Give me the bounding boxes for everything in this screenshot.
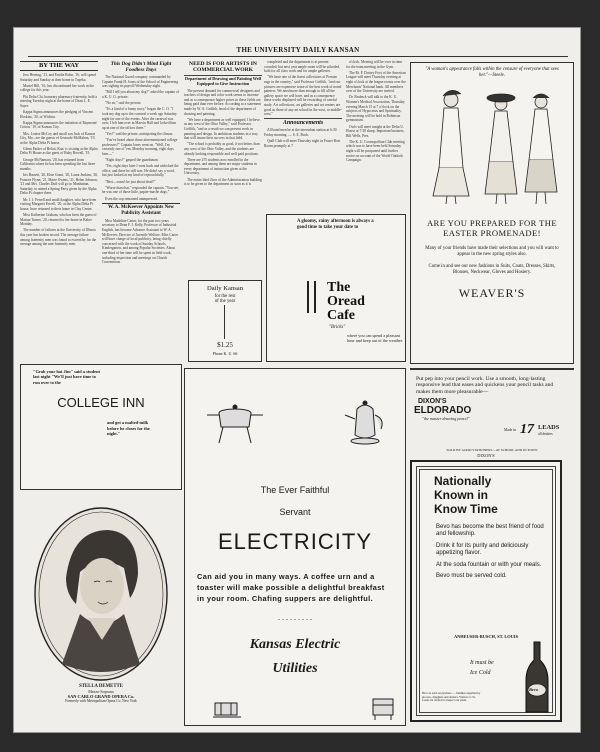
electricity-company-2: Utilities: [272, 661, 318, 676]
college-inn-name: COLLEGE INN: [57, 395, 145, 411]
paragraph: Mrs. Louise McCoy and small son Jack of Kansas City, Mo., are the guests of Gertrude McMahon, '19, at the Alpha Delta Pi house.: [20, 131, 96, 145]
paragraph: The K. U. Cosmopolitan Club meeting which was to have been held Saturday night will be postponed until further notice on account of the World Outlook Campaign.: [346, 139, 405, 163]
dixon-eldorado-ad: [410, 368, 574, 454]
bevo-ad: [410, 453, 562, 722]
announcements-heading: Announcements: [264, 118, 342, 126]
paragraph: The Rt. F. Dotsey Foot of the American League will meet Thursday evening at eight o'clock at the league rooms over the Merchants' National bank. All members over of the University are invited.: [346, 70, 406, 94]
weavers-ad: [410, 62, 574, 364]
bevo-copy: [436, 524, 546, 580]
dixon-sold: SOLD BY GOOD STATIONERS—AT SCHOOL AND IN TOWN: [446, 448, 538, 452]
oread-name: [327, 281, 365, 323]
dixon-made-in: Made in: [504, 428, 516, 432]
paragraph: Glenn Parker of Beloit, Kan. is visiting at the Alpha Delta Pi House as the guest of Ruby Rowell, '19.: [20, 146, 98, 156]
bevo-p4: Bevo must be served cold.: [436, 573, 507, 580]
bevo-headline: [434, 474, 498, 516]
daily-kansan-title: Daily Kansan: [206, 285, 244, 292]
electricity-line-2: Servant: [279, 507, 311, 517]
by-the-way-column: [20, 60, 98, 360]
artists-heading: NEED IS FOR ARTISTS IN COMMERCIAL WORK: [189, 61, 257, 73]
dixon-leads: LEADS: [538, 424, 560, 431]
paragraph: There are 275 students now enrolled in the department, and among them are major students in every department of instruction given at the University.: [184, 157, 257, 176]
paragraph: Kappa Sigma announces the pledging of Vincent Hoskins, '20, of Wichita.: [20, 109, 94, 119]
paragraph: Dr. Brubeck will talk to the K. U. Women's Medical Association, Thursday evening March 15 at 7 o'clock on the subjects of Hypocrisis and Spirituality. The meeting will be held in Robinson gymnasium.: [346, 95, 405, 123]
bevo-p3: At the soda fountain or with your meals.: [436, 561, 542, 568]
oread-cafe-ad: [266, 214, 406, 362]
by-the-way-heading: BY THE WAY: [20, 61, 98, 71]
bevo-label: Bevo: [529, 687, 539, 692]
stella-name: STELLA DEMETTE: [79, 684, 123, 689]
paragraph: Even the cop remained unimpressed.: [105, 196, 158, 201]
dog-story-column: [102, 60, 180, 360]
paragraph: "No sir," said the private.: [105, 101, 142, 106]
artists-subheading: Department of Drawing and Painting Well Equipped to Give Instruction: [185, 76, 261, 86]
dog-story-heading: This Dog Didn't Mind Eight Foodless Days: [110, 61, 172, 73]
notices-column: [346, 60, 406, 210]
chafing-dish-icon: [205, 399, 265, 447]
paragraph: Miss Katherine Graham, who has been the guest of Marian Turner, '20, returned to her home in Baker Monday.: [20, 212, 97, 227]
electricity-headline: ELECTRICITY: [217, 529, 373, 554]
electricity-ad: [184, 368, 406, 726]
weavers-quote: "A woman's appearance falls within the censure of everyone that sees her."—Steele.: [425, 67, 559, 78]
dixon-brand-line-1: DIXON'S: [418, 398, 447, 406]
dixon-slogan: "the master drawing pencil": [422, 416, 470, 422]
paragraph: The entire third floor of the Administration building is to be given to the department as soon as it is: [184, 177, 262, 187]
bevo-serve-2: Ice Cold: [470, 670, 491, 676]
daily-kansan-price: $1.25: [217, 341, 233, 349]
paragraph: The National Guard company commanded by Captain Frank H. Jones of the School of Engineering was sighing its payroll Wednesday night.: [102, 75, 179, 89]
stella-formerly: Formerly with Metropolitan Opera Co. New York: [65, 699, 137, 703]
oread-divider: [307, 281, 316, 313]
electricity-line-1: The Ever Faithful: [260, 485, 330, 495]
paragraph: "We have a department as well equipped, I believe, as any west of the Ohio Valley," said Professor Griffith, "and as a result we can present work in painting and design. In ambitious students in a way that will insure their success in that field.: [184, 117, 261, 141]
announcement: Quill Club will meet Thursday night in Fraser Rest Room promptly at 7: [264, 139, 341, 148]
paragraph: Owls will meet tonight at the Delta U. House at 7:30 sharp. Important business. Bill Wells, Pres.: [346, 124, 405, 138]
daily-kansan-line-2: of the year: [214, 299, 236, 304]
oread-footer: where you can spend a pleasant hour and keep out of the weather.: [347, 333, 403, 343]
bottle-icon: [524, 640, 550, 716]
dixon-brand-line-2: ELDORADO: [414, 405, 472, 417]
daily-kansan-line-1: for the rest: [214, 294, 236, 299]
paragraph: "Worse than that," responded the captain. "You see, he was one of those little, papier-mache dogs.": [102, 185, 180, 195]
newspaper-page: [14, 28, 580, 732]
daily-kansan-ad: [188, 280, 262, 362]
paragraph: completed and the department is at present crowded; but next year ample room will be afforded, both for all class work and for ample galleries.: [264, 60, 340, 74]
weavers-body-1: Many of your friends have made their selections and you will want to appear in the new spring styles also.: [425, 246, 559, 258]
bevo-fine: Bevo is sold everywhere — families supplied by grocers, druggists and dealers. Visitors to St. Louis are invited to inspect our plant.: [422, 691, 481, 703]
toaster-icon: [211, 699, 243, 721]
dixon-top: Put pep into your pencil work. Use a smooth, long-lasting responsive lead that eases and quickens your pencil tasks and makes them more pleasurable—: [416, 376, 554, 395]
oread-name-line-3: Cafe: [327, 308, 355, 323]
dixon-leads-num: 17: [520, 422, 534, 437]
mckeever-heading: W. A. McKeever Appoints New Publicity Assistant: [102, 203, 180, 217]
paragraph: Muriel Hill, '16, has discontinued her work in the college for this year.: [20, 83, 94, 93]
weavers-body-2: Come in and see our new fashions in Suits, Coats, Dresses, Skirts, Blouses, Neckwear, Gloves and Hosiery.: [428, 264, 556, 276]
fashion-illustration: [411, 78, 573, 208]
paragraph: The present demand for commercial designers and teachers of design and color work seems to increase and as a consequence higher prices in these fields are being paid than ever before. According to a statement made by W. A. Griffith, head of the department of drawing and painting.: [184, 88, 261, 116]
bevo-serve-1: It must be: [470, 660, 494, 666]
oread-sub: "Bricks": [329, 325, 346, 330]
paragraph: Iris Bassett, '20, Elsie Grant, '20, Laura Jenkins, '20, Frances Flynn, '21, Marie Owens, '21, Helen Johnson, '21 and Mrs. Charles Duff will go to Manhattan, Saturday, to attend a Spring Party given by the Alpha Delta Pi chapter there.: [20, 173, 98, 196]
college-inn-ad: [20, 364, 182, 490]
artists-column: [184, 60, 262, 274]
paragraph: George McNamara, '20, has returned from California where he has been spending the last three months.: [20, 157, 96, 171]
paragraph: The number of failures at the University of Illinois this year has broken record. The average failure among fraternity men was found to exceed by far the average among the non-fraternity men.: [20, 228, 97, 247]
coffee-urn-icon: [341, 397, 389, 449]
oread-name-line-1: The: [327, 280, 351, 295]
paragraph: Jess Herring, '13, and Emilie Rohn, '16, will spend Saturday and Sunday at their home in Topeka.: [20, 73, 96, 82]
grill-icon: [369, 695, 397, 721]
paragraph: "It's a kind of a funny story," began the C. O. "I took my dog up to the carnival a week ago Saturday night for one of the events. After the carnival was over, I left him over in Marvin Hall and locked him up in one of the offices there.": [102, 107, 177, 130]
paragraph: "Eight days?" gasped the guardsman.: [105, 158, 159, 163]
stella-demette-ad: [20, 494, 182, 718]
electricity-dots: . . . . . . . . .: [278, 613, 312, 622]
art-continued-column: [264, 60, 342, 210]
bevo-p1: Bevo has become the best friend of food and fellowship.: [436, 524, 544, 538]
weavers-headline: ARE YOU PREPARED FOR THE EASTER PROMENADE!: [426, 218, 558, 239]
bevo-headline-2: Known in: [434, 488, 488, 502]
paragraph: Mr. I. J. Ferrell and small daughter, who have been visiting Margaret Ferrell, '20, at the Alpha Delta Pi house, have returned to their home in Clay Center.: [20, 197, 97, 211]
announcement: All band men be at the interurban station at 6:30 Friday morning. — S. E. Buck.: [264, 128, 337, 137]
electricity-company-1: Kansas Electric: [249, 637, 341, 652]
bevo-maker: ANHEUSER-BUSCH, ST. LOUIS: [453, 634, 519, 639]
paragraph: "Yes?" said the private, anticipating the climax.: [105, 131, 174, 136]
oread-name-line-2: Oread: [327, 294, 365, 309]
college-inn-bottom: and get a malted-milk before he closes for the night.": [107, 420, 150, 437]
bevo-headline-3: Know Time: [434, 502, 498, 516]
paragraph: "Bill I tell you about my dog?" asked the captain of a K. U. G. private.: [102, 90, 179, 99]
paragraph: Miss Madeline Carter, for the past two years secretary to Dean F. J. Kelly, Professor of Industrial English, has become Advance Assistant to W. A. McKeever, Director of Juvenile Welfare. Miss Carter will have charge of local publicity, being chiefly concerned with the work of Sunday Schools, Kindergarten, and among Popular Societies. About one-third of her time will be spent in field work, including inspection and meetings on Church Conventions.: [102, 218, 179, 265]
bevo-headline-1: Nationally: [434, 474, 492, 488]
bevo-header: DIXON'S: [477, 453, 495, 458]
paragraph: "Yes, eight days later I went back and unlocked the office, and there he still was. He didn't say a word, but just looked at my kind of reproachfully.": [102, 164, 179, 178]
college-inn-top: "Grab your hat Jim" said a student last night "We'll just have time to run over to the: [33, 369, 101, 385]
weavers-brand: WEAVER'S: [458, 286, 526, 301]
portrait-illustration: [20, 494, 182, 694]
paragraph: o'clock. Meeting will be over in time for the team meeting in the Gym.: [346, 60, 403, 69]
stella-company: SAN CARLO GRAND OPERA Co.: [67, 694, 135, 699]
paragraph: Phi Delta Chi, honorary pharmacy fraternity, held a meeting Tuesday night at the home of Dean L. E. Sayre.: [20, 94, 97, 108]
oread-tagline: A gloomy, rainy afternoon is always a good time to take your date to: [297, 219, 374, 230]
paragraph: Kappa Sigma announces the initiation of Raymond Cotton, '19, of Kansas City.: [20, 120, 97, 130]
paragraph: "The school is probably as good, if not better, than any west of the Ohio Valley, and the students are already looking responsible and well paid positions.: [184, 142, 260, 156]
daily-kansan-rule: [224, 305, 225, 339]
masthead: THE UNIVERSITY DAILY KANSAN: [28, 46, 568, 57]
paragraph: "Best—wasn't he just about dead?": [105, 179, 156, 184]
dixon-leads-sub: all dealers: [538, 432, 553, 436]
daily-kansan-phone: Phone K. U. 66: [212, 351, 238, 356]
bevo-p2: Drink it for its purity and deliciously appetizing flavor.: [436, 542, 529, 557]
electricity-body: Can aid you in many ways. A coffee urn and a toaster will make possible a delightful breakfast in your room. Chafing suppers are delightful.: [197, 572, 385, 603]
paragraph: "You've heard about those aforementioned college professors?" Captain Jones went on. "Well, I'm certainly one of 'em. Monday morning, eight days later—": [102, 138, 178, 156]
paragraph: "We have one of the finest collections of Persian rugs in the country," said Professor Griffith, "and our pictures are expensive some of the best work of noted painters. We need more than enough to fill all the gallery space we will have, and as a consequence these works displayed will be rewarding of careful study. Art collections, art galleries and art centers are good as those of any art school in the west, or middle-west.": [264, 75, 342, 117]
stella-role: Mezzo-Soprano: [88, 689, 114, 694]
